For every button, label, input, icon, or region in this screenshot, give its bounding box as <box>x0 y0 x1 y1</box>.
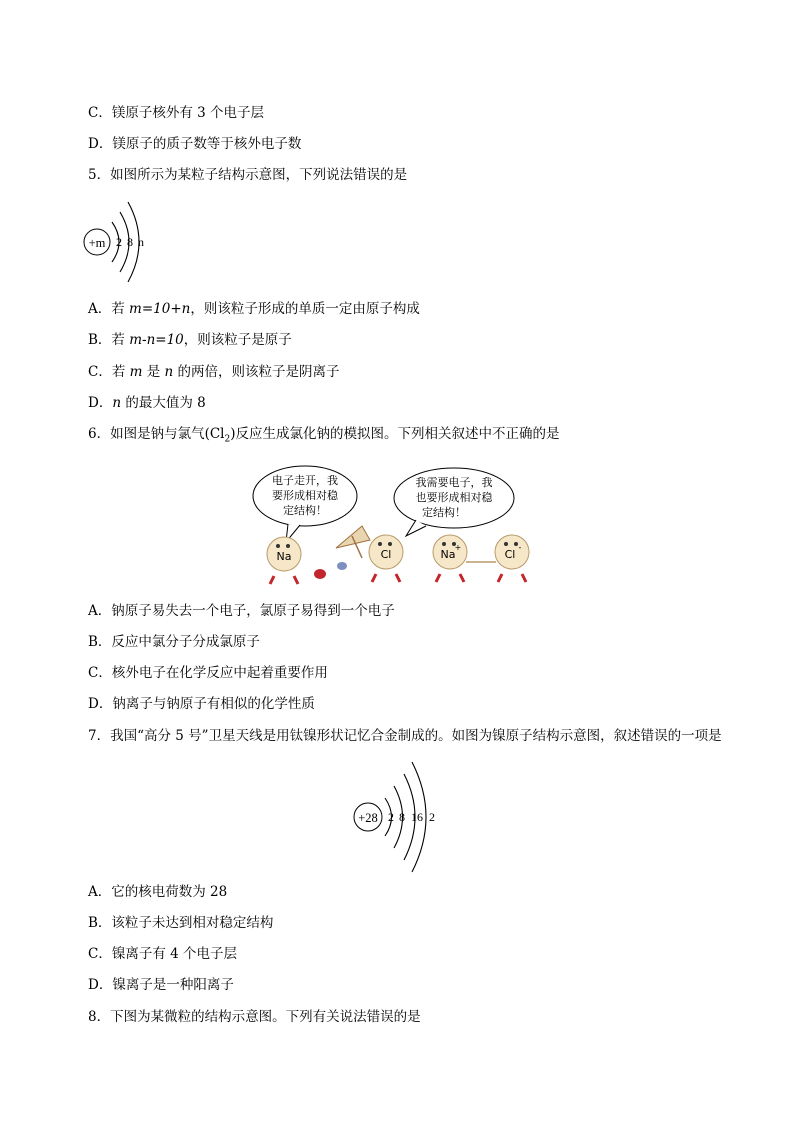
label-cl-ion-charge: - <box>518 543 522 552</box>
q6-stem: 6．如图是钠与氯气$(Cl_2)$反应生成氯化钠的模拟图。下列相关叙述中不正确的是 <box>88 426 560 445</box>
bubble-1-line-3: 定结构！ <box>283 504 327 517</box>
q7-nickel-atom-structure-diagram <box>350 758 450 876</box>
cl-ion-figure <box>495 535 529 582</box>
q5-atom-structure-diagram <box>78 196 158 288</box>
electron-icon <box>337 562 347 570</box>
cl-atom-figure <box>369 535 403 582</box>
label-cl: Cl <box>380 548 392 561</box>
q5-option-a: A．若 m=10+n，则该粒子形成的单质一定由原子构成 <box>88 301 420 317</box>
q5-stem: 5．如图所示为某粒子结构示意图，下列说法错误的是 <box>88 167 408 183</box>
q5-option-d: D．n 的最大值为 8 <box>88 395 206 411</box>
bubble-2-line-3: 定结构！ <box>422 506 466 519</box>
na-atom-figure <box>267 537 326 584</box>
q5-nucleus-charge: +m <box>88 236 106 250</box>
bubble-1-line-2: 要形成相对稳 <box>272 489 338 502</box>
q7-shell-4-count: 2 <box>429 810 435 824</box>
q7-stem: 7．我国“高分 5 号”卫星天线是用钛镍形状记忆合金制成的。如图为镍原子结构示意图，叙述错误的一项是 <box>88 728 722 744</box>
q7-nucleus-charge: +28 <box>358 811 378 825</box>
q5-shell-1-count: 2 <box>116 235 122 249</box>
q7-option-a: A．它的核电荷数为 28 <box>88 884 228 900</box>
q6-option-a: A．钠原子易失去一个电子，氯原子易得到一个电子 <box>88 603 395 619</box>
q7-shell-3-count: 16 <box>411 810 423 824</box>
label-cl-ion: Cl <box>504 548 516 561</box>
na-ion-figure <box>433 535 467 582</box>
q6-sodium-chlorine-cartoon <box>250 462 550 587</box>
bubble-2-line-1: 我需要电子，我 <box>415 476 493 489</box>
label-na-ion-charge: + <box>454 543 462 552</box>
q5-option-b: B．若 m-n=10，则该粒子是原子 <box>88 332 292 348</box>
q7-option-b: B．该粒子未达到相对稳定结构 <box>88 915 274 931</box>
q6-option-d: D．钠离子与钠原子有相似的化学性质 <box>88 696 315 712</box>
label-na-ion: Na <box>440 548 456 561</box>
bubble-1-line-1: 电子走开，我 <box>272 474 338 487</box>
q5-shell-3-count: n <box>138 235 144 249</box>
q8-stem: 8．下图为某微粒的结构示意图。下列有关说法错误的是 <box>88 1009 421 1025</box>
q7-shell-1-count: 2 <box>388 810 394 824</box>
q7-option-c: C．镍离子有 4 个电子层 <box>88 946 238 962</box>
label-na: Na <box>276 550 292 563</box>
q5-option-c: C．若 m 是 n 的两倍，则该粒子是阴离子 <box>88 364 340 380</box>
q7-shell-2-count: 8 <box>399 810 405 824</box>
q7-option-d: D．镍离子是一种阳离子 <box>88 977 234 993</box>
q6-option-c: C．核外电子在化学反应中起着重要作用 <box>88 665 328 681</box>
q4-option-c: C．镁原子核外有 3 个电子层 <box>88 105 265 121</box>
q5-shell-2-count: 8 <box>127 235 133 249</box>
q6-option-b: B．反应中氯分子分成氯原子 <box>88 634 260 650</box>
q4-option-d: D．镁原子的质子数等于核外电子数 <box>88 136 302 152</box>
bubble-2-line-2: 也要形成相对稳 <box>415 491 493 504</box>
